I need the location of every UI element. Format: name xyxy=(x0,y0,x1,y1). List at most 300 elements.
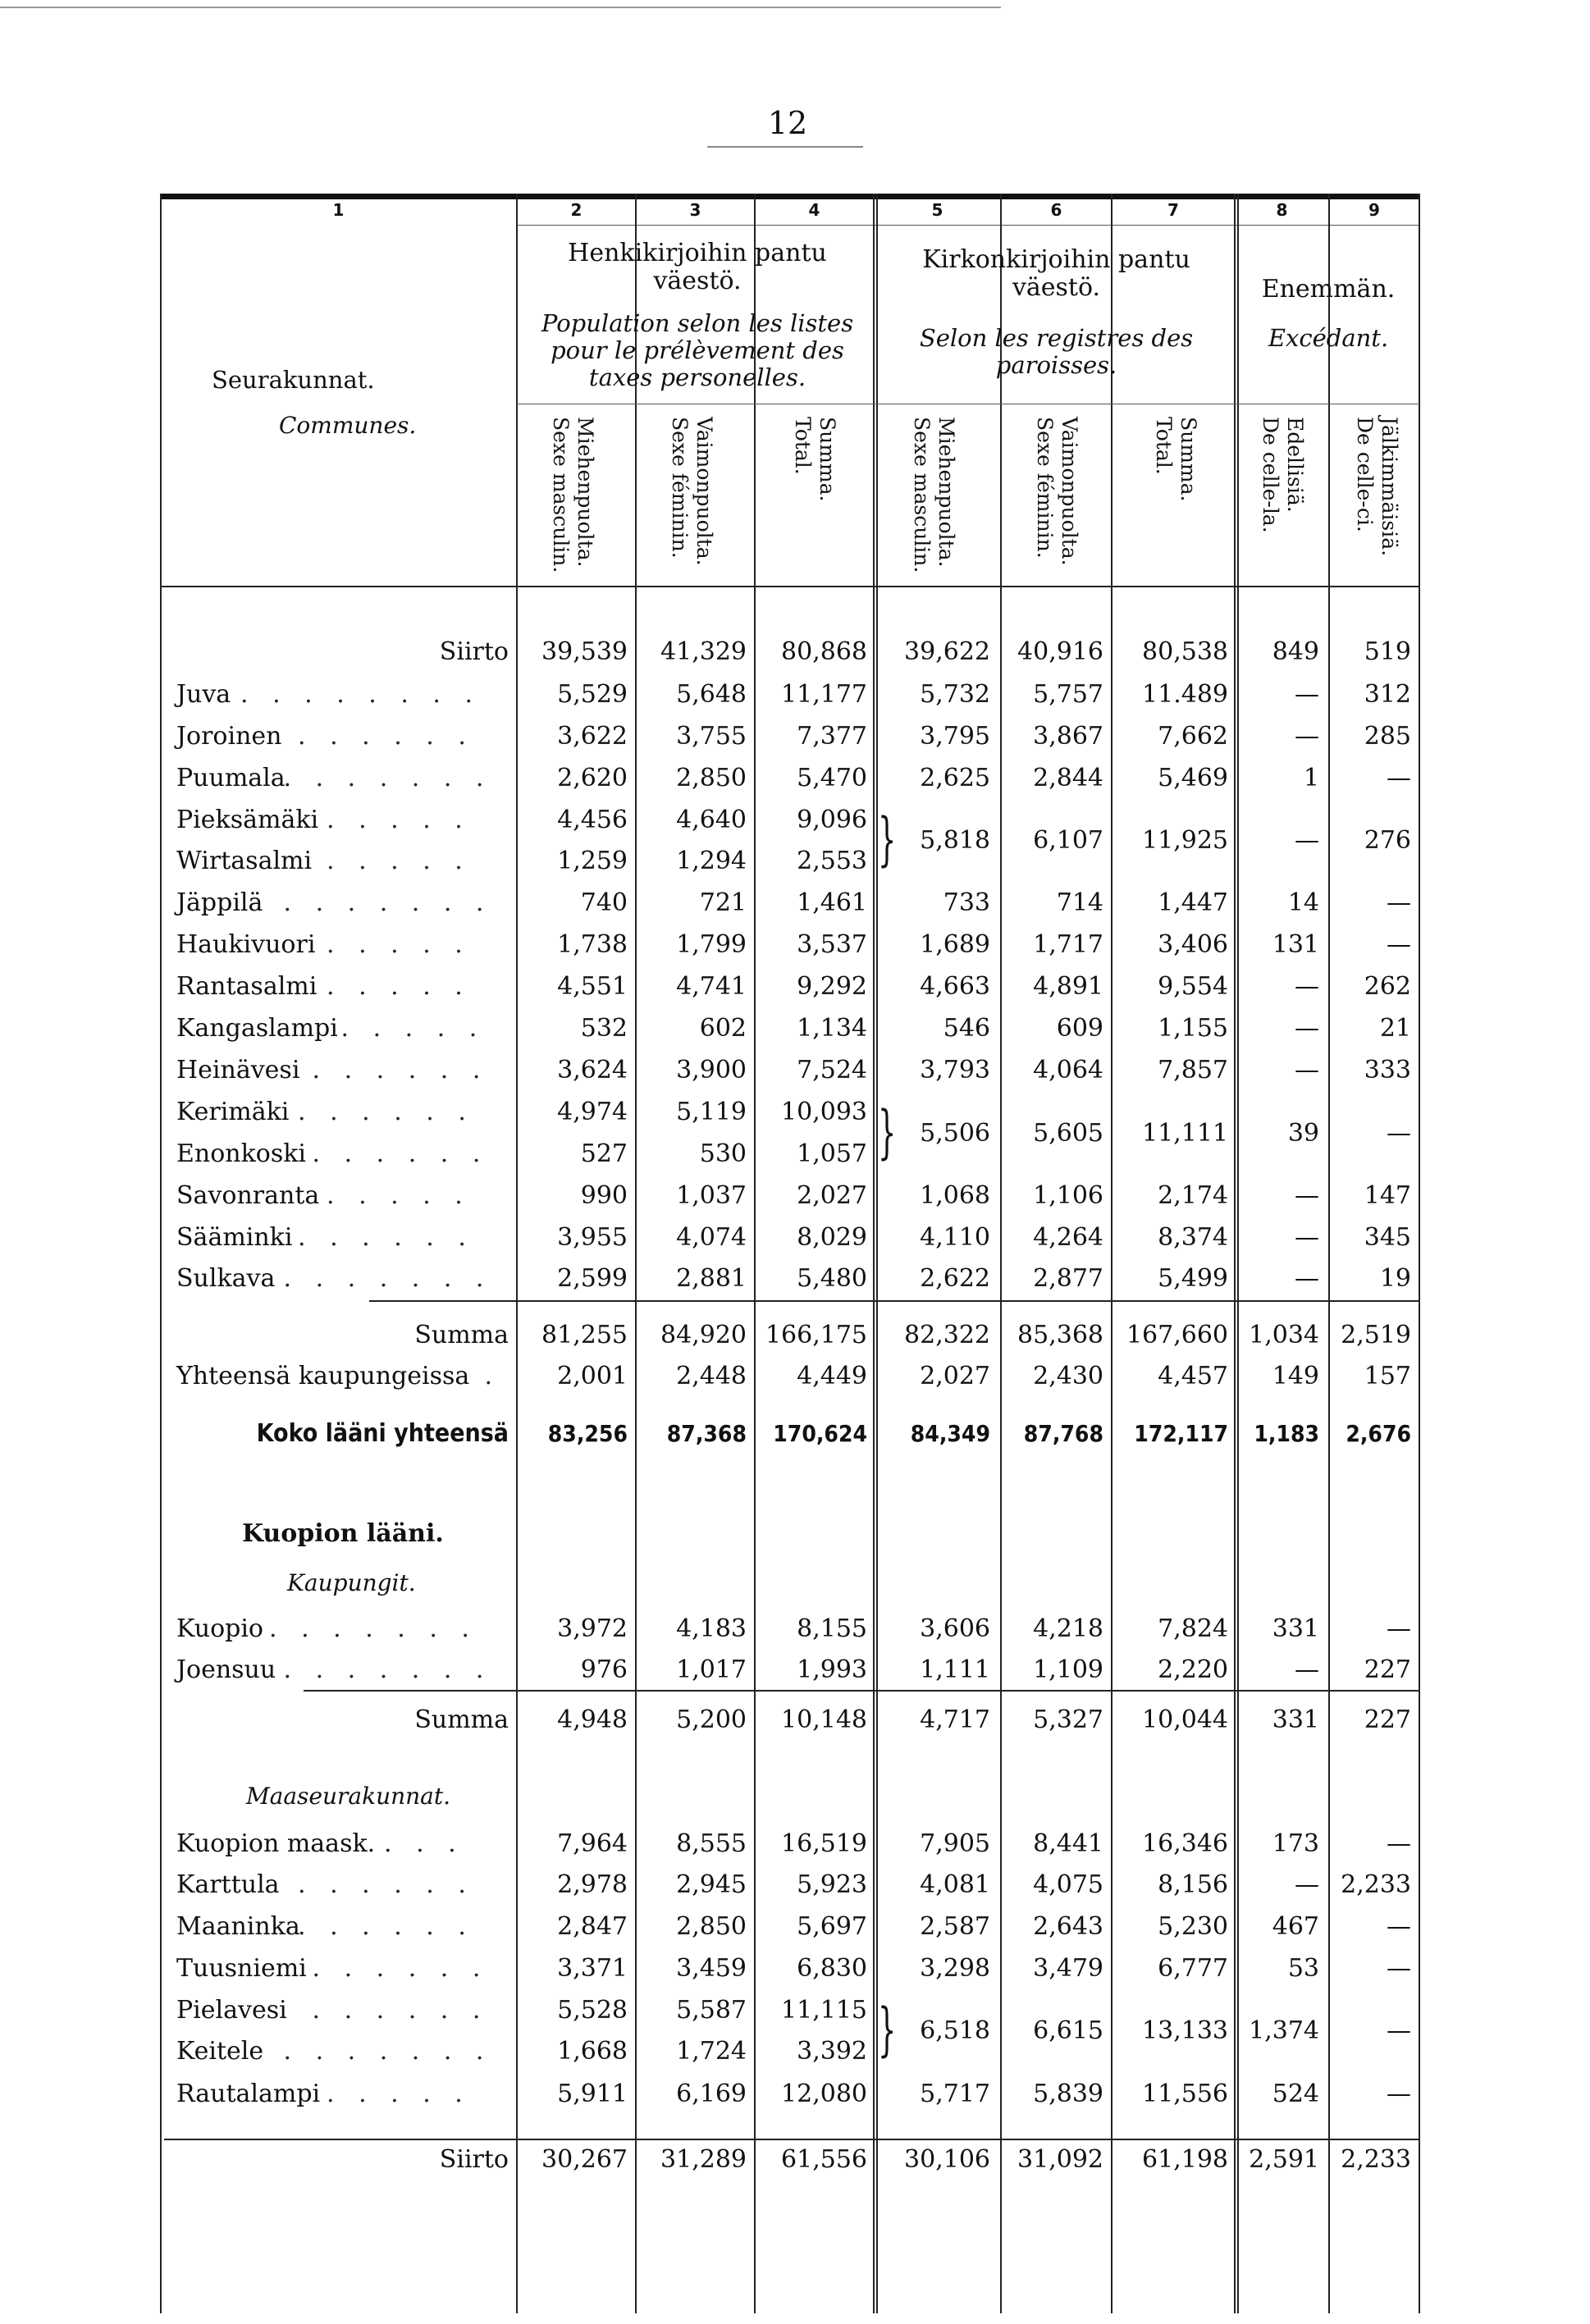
cell: 3,624 xyxy=(557,1056,628,1084)
column-number-9: 9 xyxy=(1368,200,1380,220)
merged-cell: 1,374 xyxy=(1249,2016,1319,2045)
row-leader: . . . . . xyxy=(327,972,471,1001)
cell: — xyxy=(1295,1181,1319,1210)
cell: 546 xyxy=(943,1014,990,1043)
cell: — xyxy=(1295,1056,1319,1084)
cell: 5,327 xyxy=(1033,1705,1103,1734)
cell: 8,029 xyxy=(797,1223,867,1252)
merged-cell: 6,615 xyxy=(1033,2016,1103,2045)
merged-cell: 39 xyxy=(1287,1118,1319,1148)
cell: 131 xyxy=(1272,930,1319,959)
cell: 1,294 xyxy=(676,847,747,875)
column-divider xyxy=(1111,194,1113,2313)
row-leader: . . . . . . . xyxy=(283,764,492,792)
cell: 5,911 xyxy=(557,2080,628,2108)
row-leader: . . . . . xyxy=(327,1181,471,1210)
cell: 5,697 xyxy=(797,1912,867,1941)
row-label: Rantasalmi xyxy=(176,972,318,1001)
merge-brace: } xyxy=(878,806,897,873)
cell: — xyxy=(1387,764,1411,792)
row-leader: . . . . . . xyxy=(312,1954,489,1983)
row-label: Kangaslampi xyxy=(176,1014,338,1043)
column-number-8: 8 xyxy=(1276,200,1288,220)
column-divider xyxy=(1419,194,1420,2313)
church-female-header: Vaimonpuolta. Sexe féminin. xyxy=(1033,417,1081,566)
cell: 83,256 xyxy=(547,1420,628,1447)
row-leader: . . . . . . . xyxy=(283,1264,492,1293)
cell: 2,519 xyxy=(1341,1321,1411,1349)
cell: 7,857 xyxy=(1158,1056,1228,1084)
cell: 5,230 xyxy=(1158,1912,1228,1941)
cell: — xyxy=(1387,888,1411,917)
row-label: Puumala xyxy=(176,764,286,792)
cell: 2,027 xyxy=(920,1362,990,1390)
column-divider xyxy=(1234,194,1239,2313)
cell: 7,662 xyxy=(1158,722,1228,751)
cell: 167,660 xyxy=(1126,1321,1228,1349)
cell: 10,093 xyxy=(781,1098,867,1126)
cell: 5,200 xyxy=(676,1705,747,1734)
cell: 39,622 xyxy=(904,637,990,666)
cell: — xyxy=(1295,680,1319,709)
cell: 345 xyxy=(1364,1223,1411,1252)
row-label: Tuusniemi xyxy=(176,1954,307,1983)
female-header: Vaimonpuolta. Sexe féminin. xyxy=(668,417,716,566)
group1-subtitle: Population selon les listes pour le prélèvement des taxes personelles. xyxy=(541,309,854,391)
row-leader: . . . . . . xyxy=(298,1870,474,1899)
cell: 3,479 xyxy=(1033,1954,1103,1983)
group2-subtitle: Selon les registres des paroisses. xyxy=(919,324,1194,379)
cell: 87,368 xyxy=(666,1420,747,1447)
cell: 1,668 xyxy=(557,2037,628,2066)
cell: 2,233 xyxy=(1341,1870,1411,1899)
cell: 5,839 xyxy=(1033,2080,1103,2108)
cell: 5,528 xyxy=(557,1996,628,2025)
cell: 4,717 xyxy=(920,1705,990,1734)
cell: 80,538 xyxy=(1142,637,1228,666)
cell: 2,978 xyxy=(557,1870,628,1899)
merged-cell: 6,107 xyxy=(1033,826,1103,855)
cell: 5,470 xyxy=(797,764,867,792)
cell: 2,877 xyxy=(1033,1264,1103,1293)
row-leader: . . . . . . . xyxy=(283,888,492,917)
cell: 5,732 xyxy=(920,680,990,709)
cell: 147 xyxy=(1364,1181,1411,1210)
cell: 7,905 xyxy=(920,1829,990,1858)
cell: 3,622 xyxy=(557,722,628,751)
column-number-rule xyxy=(517,225,1419,226)
cell: — xyxy=(1387,1954,1411,1983)
row-label: Kuopion maask. xyxy=(176,1829,376,1858)
cell: 4,075 xyxy=(1033,1870,1103,1899)
merge-brace: } xyxy=(878,1098,897,1166)
cell: 19 xyxy=(1379,1264,1411,1293)
row-label: Karttula xyxy=(176,1870,280,1899)
cell: 2,001 xyxy=(557,1362,628,1390)
row-leader: . . . . . . xyxy=(312,1996,489,2025)
cell: 1,259 xyxy=(557,847,628,875)
row-leader: . . . . . . xyxy=(298,1223,474,1252)
cell: 3,406 xyxy=(1158,930,1228,959)
row-leader: . xyxy=(484,1362,501,1390)
cell: 166,175 xyxy=(765,1321,867,1349)
cell: 53 xyxy=(1287,1954,1319,1983)
header-bottom-rule xyxy=(160,586,1419,587)
page-number-rule xyxy=(707,146,863,148)
cell: 149 xyxy=(1272,1362,1319,1390)
row-leader: . . . . . . . . xyxy=(240,680,482,709)
excess-first-header: Edellisiä. De celle-la. xyxy=(1259,417,1307,533)
cell: 8,156 xyxy=(1158,1870,1228,1899)
cell: 2,027 xyxy=(797,1181,867,1210)
row-leader: . . . . . . xyxy=(312,1056,489,1084)
sum-rule xyxy=(369,1300,1419,1302)
cell: 4,081 xyxy=(920,1870,990,1899)
cell: 87,768 xyxy=(1023,1420,1103,1447)
row-leader: . . . . . xyxy=(327,847,471,875)
cell: 721 xyxy=(699,888,747,917)
cell: 976 xyxy=(580,1655,628,1684)
merged-cell: 276 xyxy=(1364,826,1411,855)
cell: — xyxy=(1295,1870,1319,1899)
cell: — xyxy=(1295,1655,1319,1684)
cell: 9,096 xyxy=(797,806,867,834)
cell: 1,037 xyxy=(676,1181,747,1210)
merge-brace: } xyxy=(878,1996,897,2063)
cell: 11,556 xyxy=(1142,2080,1228,2108)
row-label: Pielavesi xyxy=(176,1996,287,2025)
cell: 2,591 xyxy=(1249,2145,1319,2174)
row-label: Heinävesi xyxy=(176,1056,300,1084)
row-leader: . . . . . xyxy=(340,1014,486,1043)
row-leader: . . . . . xyxy=(327,806,471,834)
row-label: Sääminki xyxy=(176,1223,293,1252)
cell: 524 xyxy=(1272,2080,1319,2108)
table-top-rule xyxy=(160,194,1419,199)
cell: 7,524 xyxy=(797,1056,867,1084)
cell: 82,322 xyxy=(904,1321,990,1349)
cell: 467 xyxy=(1272,1912,1319,1941)
row-label: Joensuu xyxy=(176,1655,276,1684)
column-divider xyxy=(516,194,518,2313)
merged-cell: 5,818 xyxy=(920,826,990,855)
cell: 333 xyxy=(1364,1056,1411,1084)
row-label: Rautalampi xyxy=(176,2080,321,2108)
cell: 31,289 xyxy=(660,2145,747,2174)
cell: 5,757 xyxy=(1033,680,1103,709)
row-label: Wirtasalmi xyxy=(176,847,313,875)
cell: 6,777 xyxy=(1158,1954,1228,1983)
column-divider xyxy=(635,194,637,2313)
subsection-title: Kaupungit. xyxy=(287,1569,416,1596)
row-label: Maaninka xyxy=(176,1912,300,1941)
cell: 4,741 xyxy=(676,972,747,1001)
cell: 5,923 xyxy=(797,1870,867,1899)
row-label: Keitele xyxy=(176,2037,264,2066)
cell: 3,298 xyxy=(920,1954,990,1983)
cell: — xyxy=(1387,930,1411,959)
total-header: Summa. Total. xyxy=(791,417,839,502)
cell: 8,441 xyxy=(1033,1829,1103,1858)
cell: 81,255 xyxy=(541,1321,628,1349)
row-label: Enonkoski xyxy=(176,1139,307,1168)
cell: 16,519 xyxy=(781,1829,867,1858)
cell: 2,850 xyxy=(676,764,747,792)
cell: 157 xyxy=(1364,1362,1411,1390)
cell: 11,115 xyxy=(781,1996,867,2025)
cell: 2,174 xyxy=(1158,1181,1228,1210)
cell: 7,964 xyxy=(557,1829,628,1858)
cell: 602 xyxy=(699,1014,747,1043)
row-label: Siirto xyxy=(439,637,509,666)
cell: 1 xyxy=(1303,764,1319,792)
cell: — xyxy=(1387,2080,1411,2108)
row-leader: . . . . . xyxy=(327,930,471,959)
cell: 11,177 xyxy=(781,680,867,709)
cell: 2,622 xyxy=(920,1264,990,1293)
cell: 3,537 xyxy=(797,930,867,959)
row-leader: . . . . . . . xyxy=(283,1655,492,1684)
cell: 5,717 xyxy=(920,2080,990,2108)
cell: 2,599 xyxy=(557,1264,628,1293)
cell: 1,461 xyxy=(797,888,867,917)
cell: 61,198 xyxy=(1142,2145,1228,2174)
row-label: Yhteensä kaupungeissa xyxy=(176,1362,470,1390)
cell: 7,377 xyxy=(797,722,867,751)
cell: 1,447 xyxy=(1158,888,1228,917)
cell: 4,640 xyxy=(676,806,747,834)
cell: 2,233 xyxy=(1341,2145,1411,2174)
cell: 41,329 xyxy=(660,637,747,666)
table-left-border xyxy=(160,194,162,2313)
cell: 2,587 xyxy=(920,1912,990,1941)
cell: 3,793 xyxy=(920,1056,990,1084)
cell: 1,017 xyxy=(676,1655,747,1684)
cell: 4,974 xyxy=(557,1098,628,1126)
row-label: Koko lääni yhteensä xyxy=(256,1419,509,1448)
row-leader: . . . . . . . xyxy=(283,2037,492,2066)
row-leader: . . . . . xyxy=(327,2080,471,2108)
cell: 5,469 xyxy=(1158,764,1228,792)
commune-label: Seurakunnat. xyxy=(212,366,375,394)
church-total-header: Summa. Total. xyxy=(1152,417,1200,502)
cell: 30,106 xyxy=(904,2145,990,2174)
cell: 1,689 xyxy=(920,930,990,959)
cell: 4,074 xyxy=(676,1223,747,1252)
cell: 30,267 xyxy=(541,2145,628,2174)
group3-title: Enemmän. xyxy=(1261,275,1396,304)
merged-cell: 11,111 xyxy=(1142,1118,1228,1148)
cell: 532 xyxy=(580,1014,628,1043)
cell: 6,169 xyxy=(676,2080,747,2108)
section-title: Kuopion lääni. xyxy=(242,1519,444,1548)
row-label: Joroinen xyxy=(176,722,282,751)
group2-title: Kirkonkirjoihin pantu väestö. xyxy=(922,245,1190,302)
group1-title: Henkikirjoihin pantu väestö. xyxy=(568,239,827,295)
cell: — xyxy=(1295,1014,1319,1043)
cell: 609 xyxy=(1056,1014,1103,1043)
cell: 4,110 xyxy=(920,1223,990,1252)
column-number-4: 4 xyxy=(808,200,820,220)
cell: 14 xyxy=(1287,888,1319,917)
cell: 170,624 xyxy=(773,1420,867,1447)
cell: — xyxy=(1295,972,1319,1001)
merged-cell: 5,605 xyxy=(1033,1118,1103,1148)
cell: 4,264 xyxy=(1033,1223,1103,1252)
cell: 3,392 xyxy=(797,2037,867,2066)
row-label: Juva xyxy=(176,680,231,709)
subsection-title: Maaseurakunnat. xyxy=(246,1783,451,1810)
cell: 40,916 xyxy=(1017,637,1103,666)
merged-cell: 5,506 xyxy=(920,1118,990,1148)
column-number-1: 1 xyxy=(332,200,345,220)
row-label: Kerimäki xyxy=(176,1098,290,1126)
row-label: Siirto xyxy=(439,2145,509,2174)
column-number-6: 6 xyxy=(1050,200,1062,220)
cell: 3,900 xyxy=(676,1056,747,1084)
row-label: Pieksämäki xyxy=(176,806,319,834)
row-label: Sulkava xyxy=(176,1264,276,1293)
cell: 4,218 xyxy=(1033,1614,1103,1643)
sum-rule xyxy=(164,2139,1419,2140)
cell: 4,064 xyxy=(1033,1056,1103,1084)
row-label: Kuopio xyxy=(176,1614,263,1643)
cell: — xyxy=(1295,1223,1319,1252)
excess-last-header: Jälkimmäisiä. De celle-ci. xyxy=(1353,417,1401,557)
merged-cell: 11,925 xyxy=(1142,826,1228,855)
column-number-5: 5 xyxy=(931,200,943,220)
cell: 285 xyxy=(1364,722,1411,751)
row-leader: . . . . . . xyxy=(312,1139,489,1168)
column-number-7: 7 xyxy=(1167,200,1179,220)
row-leader: . . . xyxy=(384,1829,464,1858)
cell: 5,648 xyxy=(676,680,747,709)
cell: 2,620 xyxy=(557,764,628,792)
cell: 10,148 xyxy=(781,1705,867,1734)
cell: 5,480 xyxy=(797,1264,867,1293)
cell: 84,349 xyxy=(910,1420,990,1447)
cell: 1,738 xyxy=(557,930,628,959)
cell: 8,155 xyxy=(797,1614,867,1643)
cell: 1,993 xyxy=(797,1655,867,1684)
cell: 39,539 xyxy=(541,637,628,666)
cell: 12,080 xyxy=(781,2080,867,2108)
cell: 4,551 xyxy=(557,972,628,1001)
cell: 5,529 xyxy=(557,680,628,709)
cell: 2,847 xyxy=(557,1912,628,1941)
merged-cell: — xyxy=(1295,826,1319,855)
cell: 2,220 xyxy=(1158,1655,1228,1684)
cell: 21 xyxy=(1379,1014,1411,1043)
cell: 849 xyxy=(1272,637,1319,666)
cell: 331 xyxy=(1272,1614,1319,1643)
column-divider xyxy=(1000,194,1002,2313)
cell: 5,499 xyxy=(1158,1264,1228,1293)
cell: 2,553 xyxy=(797,847,867,875)
cell: 262 xyxy=(1364,972,1411,1001)
cell: 1,111 xyxy=(920,1655,990,1684)
row-label: Summa xyxy=(414,1705,509,1734)
cell: 3,867 xyxy=(1033,722,1103,751)
cell: 4,663 xyxy=(920,972,990,1001)
cell: — xyxy=(1295,1264,1319,1293)
cell: 3,972 xyxy=(557,1614,628,1643)
cell: 4,183 xyxy=(676,1614,747,1643)
merged-cell: — xyxy=(1387,1118,1411,1148)
cell: — xyxy=(1387,1912,1411,1941)
cell: 2,844 xyxy=(1033,764,1103,792)
row-label: Jäppilä xyxy=(176,888,263,917)
cell: 740 xyxy=(580,888,628,917)
cell: 7,824 xyxy=(1158,1614,1228,1643)
cell: 2,430 xyxy=(1033,1362,1103,1390)
cell: 80,868 xyxy=(781,637,867,666)
cell: — xyxy=(1295,722,1319,751)
cell: 1,109 xyxy=(1033,1655,1103,1684)
cell: 4,891 xyxy=(1033,972,1103,1001)
cell: 2,643 xyxy=(1033,1912,1103,1941)
cell: 5,587 xyxy=(676,1996,747,2025)
cell: 4,457 xyxy=(1158,1362,1228,1390)
cell: 1,034 xyxy=(1249,1321,1319,1349)
cell: 1,134 xyxy=(797,1014,867,1043)
cell: 173 xyxy=(1272,1829,1319,1858)
cell: 2,676 xyxy=(1346,1420,1411,1447)
cell: 227 xyxy=(1364,1705,1411,1734)
male-header: Miehenpuolta. Sexe masculin. xyxy=(549,417,597,573)
merged-cell: — xyxy=(1387,2016,1411,2045)
cell: 2,448 xyxy=(676,1362,747,1390)
cell: 733 xyxy=(943,888,990,917)
cell: 9,554 xyxy=(1158,972,1228,1001)
cell: 1,155 xyxy=(1158,1014,1228,1043)
row-leader: . . . . . . . xyxy=(269,1614,477,1643)
merged-cell: 6,518 xyxy=(920,2016,990,2045)
cell: 8,374 xyxy=(1158,1223,1228,1252)
cell: 530 xyxy=(699,1139,747,1168)
cell: 519 xyxy=(1364,637,1411,666)
row-leader: . . . . . . xyxy=(298,722,474,751)
cell: 4,948 xyxy=(557,1705,628,1734)
cell: 6,830 xyxy=(797,1954,867,1983)
column-divider xyxy=(1328,194,1330,2313)
row-label: Summa xyxy=(414,1321,509,1349)
column-number-3: 3 xyxy=(689,200,701,220)
cell: 3,755 xyxy=(676,722,747,751)
cell: 9,292 xyxy=(797,972,867,1001)
cell: 1,799 xyxy=(676,930,747,959)
cell: 2,881 xyxy=(676,1264,747,1293)
cell: — xyxy=(1387,1614,1411,1643)
cell: 3,606 xyxy=(920,1614,990,1643)
top-rule xyxy=(0,7,1001,8)
cell: 8,555 xyxy=(676,1829,747,1858)
cell: 61,556 xyxy=(781,2145,867,2174)
cell: 1,057 xyxy=(797,1139,867,1168)
page-number: 12 xyxy=(767,105,808,141)
cell: 85,368 xyxy=(1017,1321,1103,1349)
cell: 3,371 xyxy=(557,1954,628,1983)
commune-label-fr: Communes. xyxy=(279,412,417,439)
cell: 16,346 xyxy=(1142,1829,1228,1858)
row-label: Savonranta xyxy=(176,1181,320,1210)
row-label: Haukivuori xyxy=(176,930,316,959)
row-leader: . . . . . . xyxy=(298,1912,474,1941)
cell: 1,717 xyxy=(1033,930,1103,959)
cell: 172,117 xyxy=(1134,1420,1228,1447)
cell: 3,459 xyxy=(676,1954,747,1983)
cell: 1,068 xyxy=(920,1181,990,1210)
